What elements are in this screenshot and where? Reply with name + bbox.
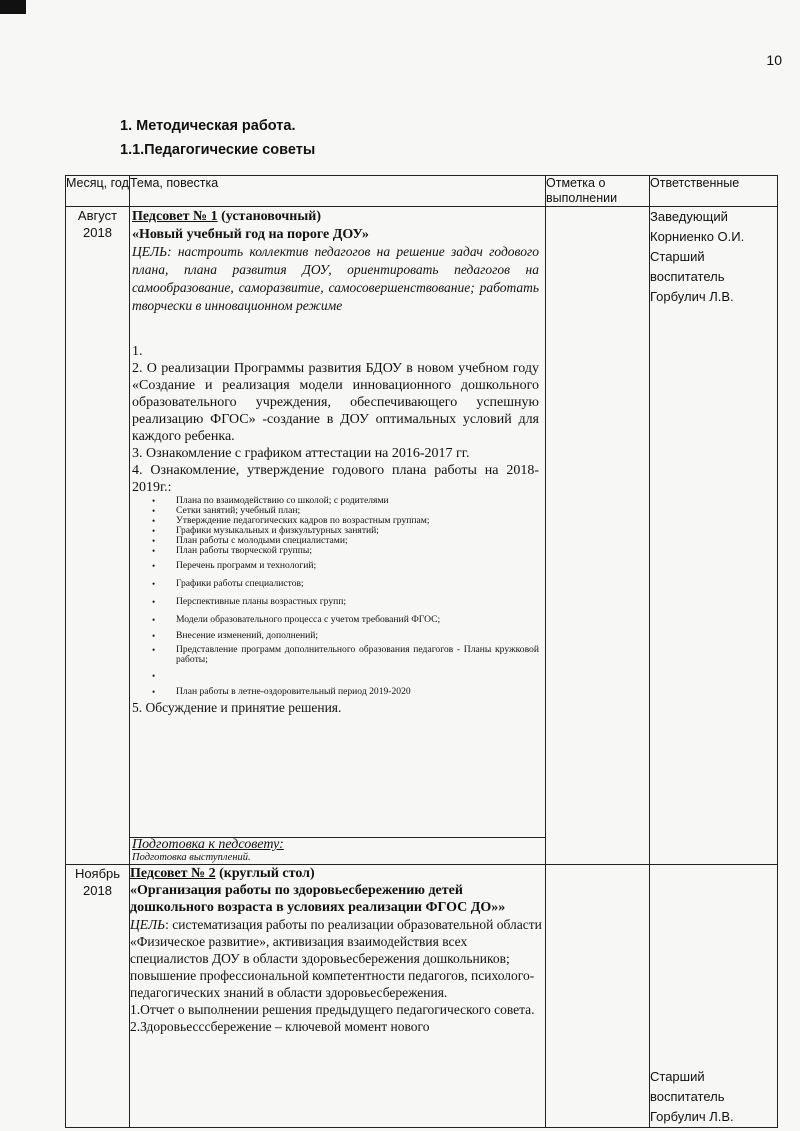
teacher-councils-table — [65, 175, 778, 1128]
mark-cell — [546, 207, 650, 865]
scan-corner-mark — [0, 0, 26, 14]
table-header-row — [66, 176, 778, 207]
month-cell — [66, 207, 130, 865]
list-item: • План работы творческой группы; — [152, 546, 539, 556]
agenda-item: 5. Обсуждение и принятие решения. — [132, 700, 342, 715]
preparation-block — [130, 837, 545, 864]
list-item: • Перечень программ и технологий; — [152, 561, 539, 571]
month-name: Август — [77, 208, 118, 223]
agenda-item: 2.Здоровьесссбережение – ключевой момент нового — [130, 1019, 430, 1034]
agenda-item: 4. Ознакомление, утверждение годового плана работы на 2018-2019г.: — [132, 463, 539, 495]
responsible-person: Горбулич Л.В. — [650, 289, 734, 304]
council-title: Педсовет № 1 (установочный) — [132, 209, 322, 224]
table-row — [66, 207, 778, 865]
table-row — [66, 865, 778, 1128]
list-item — [152, 671, 539, 681]
month-cell — [66, 865, 130, 1128]
preparation-text: Подготовка выступлений. — [132, 852, 251, 863]
council-goal: ЦЕЛЬ: настроить коллектив педагогов на решение задач годового плана, плана развития ДОУ, ориентировать педагогов на самообразование, саморазвитие, самосовершенствование; работать творчески в инновационном режиме — [132, 244, 539, 313]
list-item: • Перспективные планы возрастных групп; — [152, 597, 539, 607]
topic-cell — [130, 865, 546, 1128]
list-item: • План работы с молодыми специалистами; — [152, 536, 539, 546]
council-goal: ЦЕЛЬ: систематизация работы по реализации образовательной области «Физическое развитие», активизация взаимодействия всех специалистов ДОУ в области здоровьесбережения дошкольников; повышение профессиональной компетентности педагогов, психолого-педагогических знаний в области здоровьесбережения. — [130, 917, 542, 1000]
agenda-item: 1.Отчет о выполнении решения предыдущего педагогического совета. — [130, 1002, 535, 1017]
responsible-position: Заведующий — [650, 209, 728, 224]
list-item: • Плана по взаимодействию со школой; с родителями — [152, 496, 539, 506]
agenda-item: 1. — [132, 344, 143, 359]
list-item: • План работы в летне-оздоровительный период 2019-2020 — [152, 687, 539, 697]
responsible-person: Горбулич Л.В. — [650, 1109, 734, 1124]
plan-bullet-list — [132, 496, 539, 697]
section-heading: 1. Методическая работа. — [120, 118, 296, 134]
council-subtitle: «Организация работы по здоровьесбережению детей дошкольного возраста в условиях реализации ФГОС ДО»» — [130, 883, 506, 915]
header-topic: Тема, повестка — [130, 176, 546, 207]
responsible-position: Старший воспитатель — [650, 249, 725, 284]
list-item: • Представление программ дополнительного образования педагогов - Планы кружковой работы; — [152, 645, 539, 665]
list-item: • Графики работы специалистов; — [152, 579, 539, 589]
month-name: Ноябрь — [74, 866, 121, 881]
header-mark: Отметка о выполнении — [546, 176, 650, 207]
preparation-title: Подготовка к педсовету: — [132, 837, 284, 852]
list-item: • Графики музыкальных и физкультурных занятий; — [152, 526, 539, 536]
mark-cell — [546, 865, 650, 1128]
council-title: Педсовет № 2 (круглый стол) — [130, 866, 315, 881]
header-responsible: Ответственные — [650, 176, 778, 207]
month-year: 2018 — [83, 225, 112, 240]
page-number: 10 — [766, 52, 782, 68]
responsible-person: Корниенко О.И. — [650, 229, 745, 244]
council-subtitle: «Новый учебный год на пороге ДОУ» — [132, 227, 369, 242]
responsible-cell — [650, 865, 778, 1128]
agenda-item: 3. Ознакомление с графиком аттестации на 2016-2017 гг. — [132, 446, 470, 461]
topic-cell — [130, 207, 546, 865]
responsible-position: Старший воспитатель — [650, 1069, 725, 1104]
responsible-cell — [650, 207, 778, 865]
subsection-heading: 1.1.Педагогические советы — [120, 142, 316, 158]
list-item: • Сетки занятий; учебный план; — [152, 506, 539, 516]
agenda-item: 2. О реализации Программы развития БДОУ в новом учебном году «Создание и реализация модели инновационного дошкольного образовательного учреждения, обеспечивающего успешную реализацию ФГОС» -создание в ДОУ оптимальных условий для каждого ребенка. — [132, 361, 539, 444]
list-item: • Утверждение педагогических кадров по возрастным группам; — [152, 516, 539, 526]
list-item: • Модели образовательного процесса с учетом требований ФГОС; — [152, 615, 539, 625]
list-item: • Внесение изменений, дополнений; — [152, 631, 539, 641]
month-year: 2018 — [83, 883, 112, 898]
header-month: Месяц, год — [66, 176, 130, 207]
